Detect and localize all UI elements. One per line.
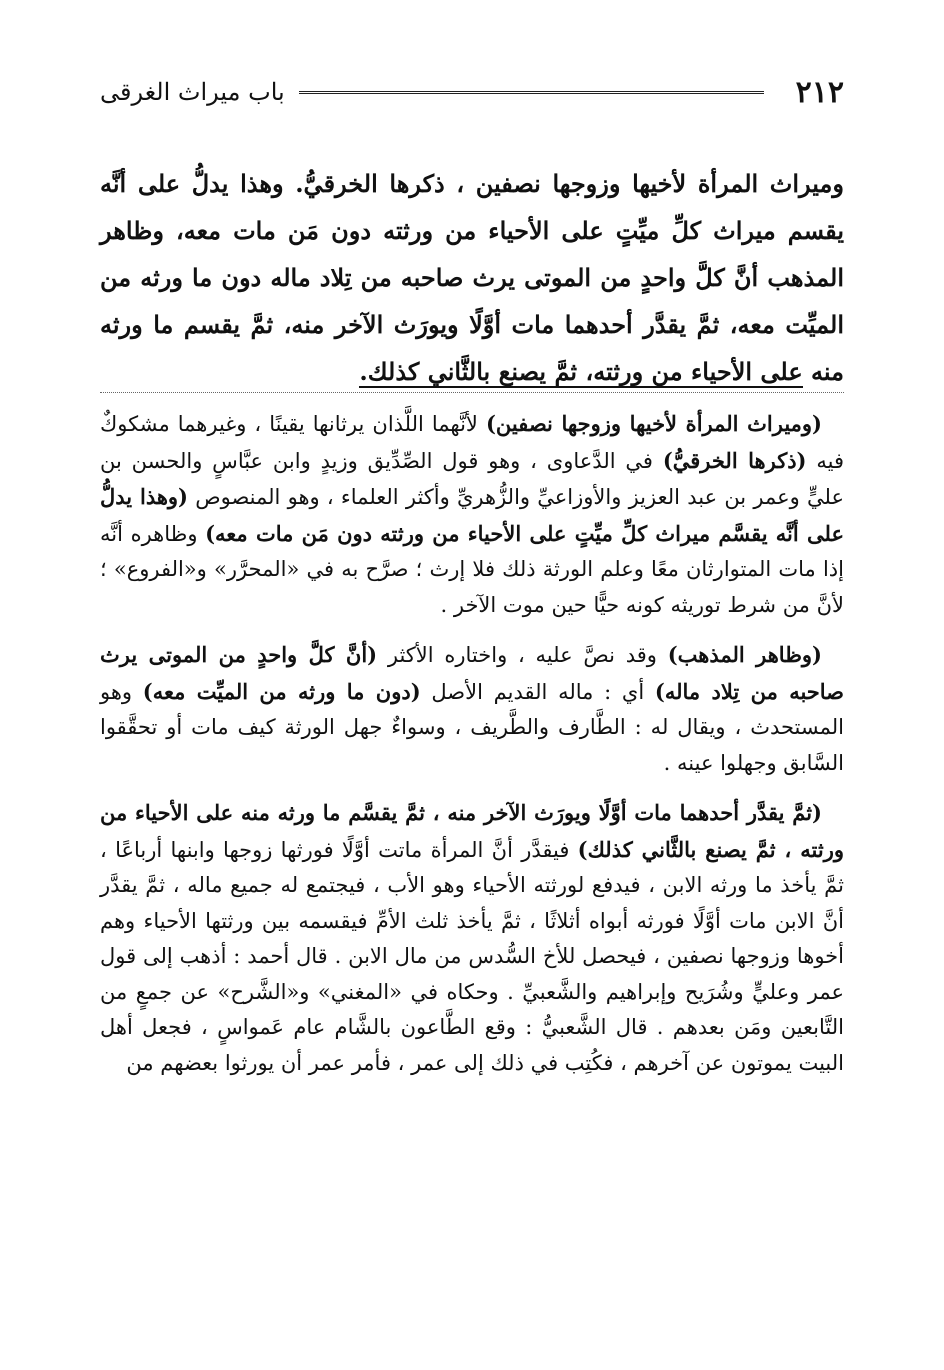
running-header [100,70,844,114]
quoted-matn: (وهذا يدلُّ على أنَّه يقسَّم ميراث كلِّ ميِّتٍ على الأحياء من ورثته دون مَن مات معه) [100,484,844,546]
page-number: ٢١٢ [795,74,844,110]
sharh-paragraph-2 [100,637,844,781]
commentary: في الدَّعاوى ، وهو قول الصِّدِّيق وزيدٍ وابن عبَّاسٍ والحسن بن عليٍّ وعمر بن عبد العزيز والأوزاعيِّ والزُّهريِّ وأكثر العلماء ، وهو المنصوص [100,448,844,509]
matn-main: وميراث المرأة لأخيها وزوجها نصفين ، ذكرها الخرقيُّ. وهذا يدلُّ على أنَّه يقسم ميراث كلِّ ميِّتٍ على الأحياء من ورثته دون مَن مات معه، وظاهر المذهب أنَّ كلَّ واحدٍ من الموتى يرث صاحبه من تِلاد ماله دون ما ورثه من الميِّت معه، ثمَّ يقدَّر أحدهما مات أوَّلًا ويورَث الآخر منه، ثمَّ يقسم ما ورثه منه [100,169,844,386]
commentary: أي : ماله القديم الأصل [420,679,655,704]
quoted-matn: (ثمَّ يقدَّر أحدهما مات أوَّلًا ويورَث الآخر منه ، ثمَّ يقسَّم ما ورثه منه على الأحياء من ورثته ، ثمَّ يصنع بالثَّاني كذلك) [100,800,844,862]
commentary: وقد نصَّ عليه ، واختاره الأكثر [377,643,668,667]
matn-text [100,160,844,395]
commentary: وهو المستحدث ، ويقال له : الطَّارف والطَّريف ، وسواءٌ جهل الورثة كيف مات أو تحقَّقوا السَّابق وجهلوا عينه . [100,679,844,775]
commentary: وظاهره أنَّه إذا مات المتوارثان معًا وعلم الورثة ذلك فلا إرث ؛ صرَّح به في «المحرَّر» و«الفروع» ؛ لأنَّ من شرط توريثه كونه حيًّا حين موت الآخر . [100,521,844,617]
commentary: فيقدَّر أنَّ المرأة ماتت أوَّلًا فورثها زوجها وابنها أرباعًا ، ثمَّ يأخذ ما ورثه الابن ، فيدفع لورثته الأحياء وهو الأب ، فيجتمع له جميع ماله ، ثمَّ يقدَّر أنَّ الابن مات أوَّلًا فورثه أبواه أثلاثًا ، ثمَّ يأخذ ثلث الأمِّ فيقسمه بين ورثتها الأحياء وهم أخوها وزوجها نصفين ، فيحصل للأخ السُّدس من مال الابن . قال أحمد : أذهب إلى قول عمر وعليٍّ وشُرَيح وإبراهيم والشَّعبيِّ . وحكاه في «المغني» و«الشَّرح» عن جمعٍ من التَّابعين ومَن بعدهم . قال الشَّعبيُّ : وقع الطَّاعون بالشَّام عام عَمواسٍ ، فجعل أهل البيت يموتون عن آخرهم ، فكُتِب في ذلك إلى عمر ، فأمر عمر أن يورثوا بعضهم من [100,837,844,1075]
quoted-matn: (وظاهر المذهب) [667,642,822,667]
quoted-matn: (ذكرها الخرقيُّ) [662,447,807,473]
header-rule [299,91,764,94]
matn-underlined: على الأحياء من ورثته، ثمَّ يصنع بالثَّاني كذلك. [359,357,803,386]
sharh-text [100,406,844,1095]
section-separator [100,392,844,393]
sharh-paragraph-1 [100,406,844,623]
quoted-matn: (وميراث المرأة لأخيها وزوجها نصفين) [485,411,822,436]
sharh-paragraph-3 [100,795,844,1081]
quoted-matn: (دون ما ورثه من الميِّت معه) [142,678,421,704]
quoted-matn: (أنَّ كلَّ واحدٍ من الموتى يرث صاحبه من تِلاد ماله) [100,642,845,704]
chapter-title: باب ميراث الغرقى [100,78,285,106]
commentary: لأنَّهما اللَّذان يرثانها يقينًا ، وغيرهما مشكوكٌ فيه [100,412,844,473]
